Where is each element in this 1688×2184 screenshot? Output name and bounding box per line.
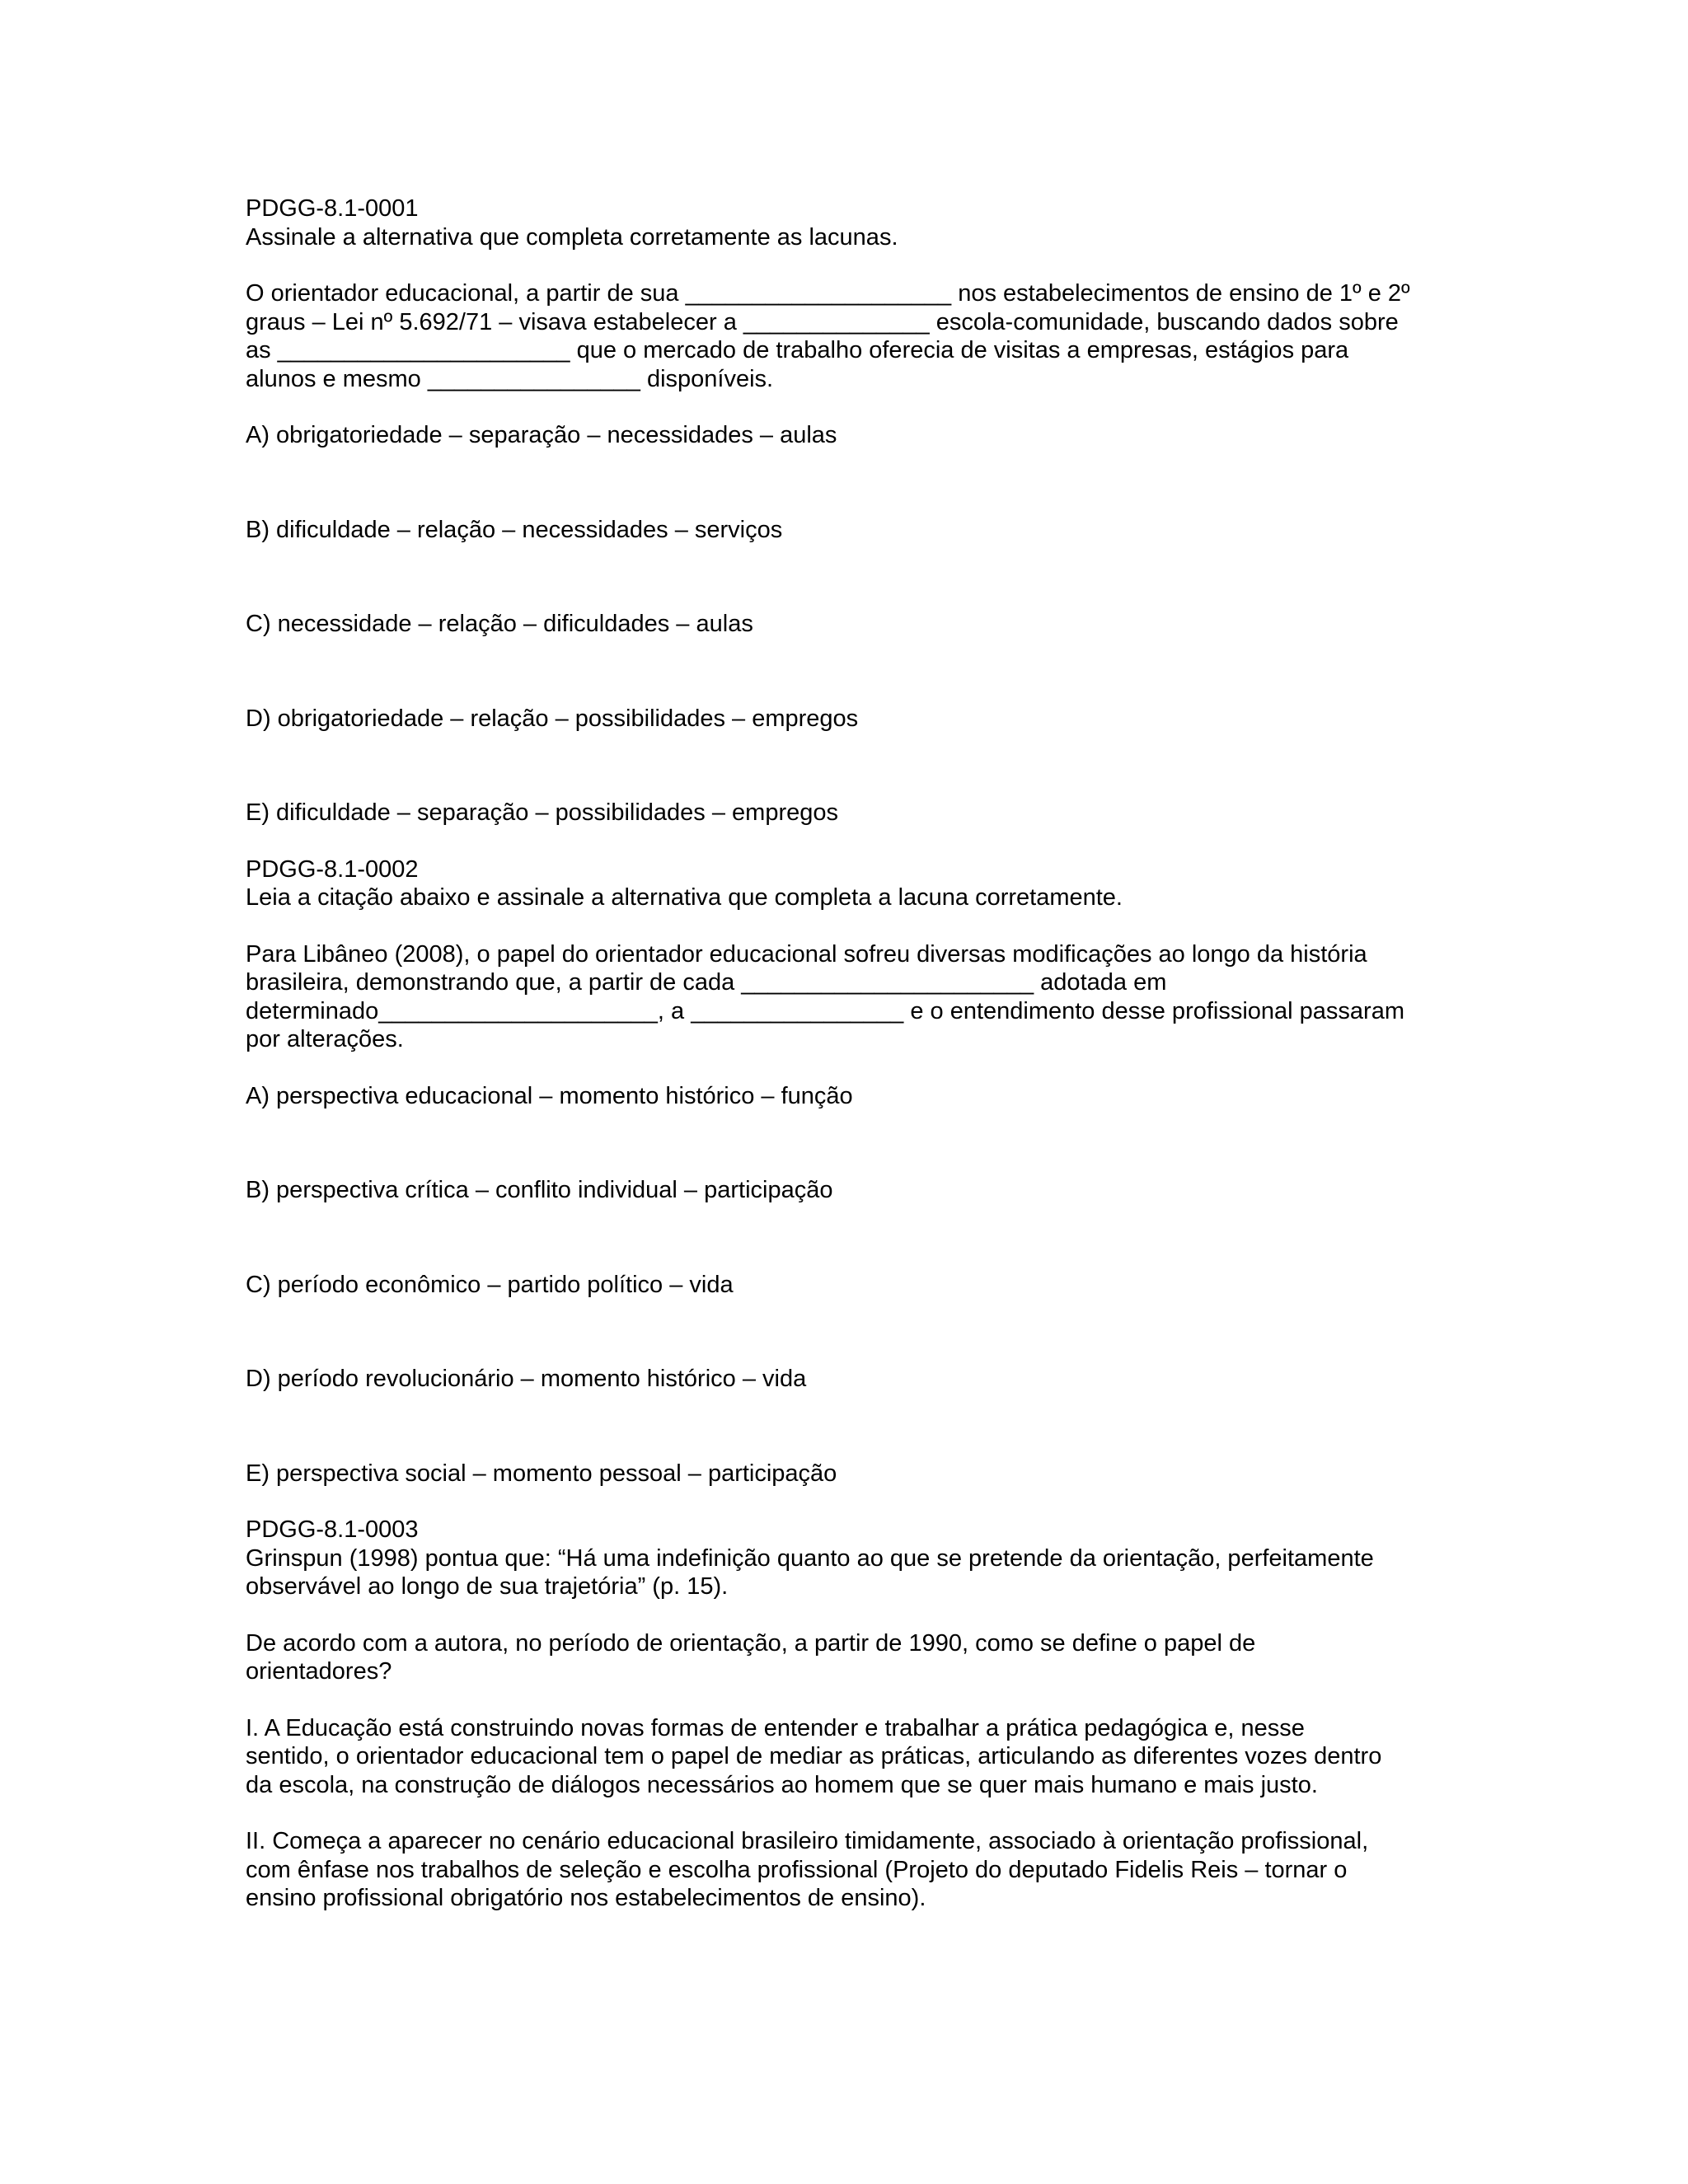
statement-line: Para Libâneo (2008), o papel do orientador educacional sofreu diversas modificações ao longo da história — [246, 940, 1367, 968]
statement-line: por alterações. — [246, 1026, 404, 1052]
option-c: C) necessidade – relação – dificuldades – aulas — [246, 611, 753, 637]
option-a: A) obrigatoriedade – separação – necessidades – aulas — [246, 422, 837, 448]
prompt-line: De acordo com a autora, no período de orientação, a partir de 1990, como se define o papel de — [246, 1629, 1256, 1657]
quote-line: observável ao longo de sua trajetória” (p. 15). — [246, 1573, 729, 1600]
statement-line: O orientador educacional, a partir de sua ____________________ nos estabelecimentos de ensino de 1º e 2º — [246, 280, 1410, 307]
statement-line: determinado_____________________, a ________________ e o entendimento desse profissional passaram — [246, 997, 1405, 1024]
statement-line: brasileira, demonstrando que, a partir de cada ______________________ adotada em — [246, 969, 1167, 996]
option-b: B) perspectiva crítica – conflito individual – participação — [246, 1177, 833, 1203]
option-b: B) dificuldade – relação – necessidades – serviços — [246, 516, 783, 543]
option-e: E) perspectiva social – momento pessoal – participação — [246, 1460, 837, 1487]
question-code: PDGG-8.1-0002 — [246, 855, 419, 883]
question-2 — [246, 855, 1449, 1516]
option-e: E) dificuldade – separação – possibilidades – empregos — [246, 799, 838, 826]
document-page — [246, 194, 1449, 1913]
option-c: C) período econômico – partido político – vida — [246, 1271, 734, 1298]
question-code: PDGG-8.1-0003 — [246, 1516, 419, 1543]
item-i-line: sentido, o orientador educacional tem o papel de mediar as práticas, articulando as diferentes vozes dentro — [246, 1743, 1382, 1769]
quote-line: Grinspun (1998) pontua que: “Há uma indefinição quanto ao que se pretende da orientação, perfeitamente — [246, 1544, 1374, 1572]
question-1 — [246, 194, 1449, 855]
prompt-line: orientadores? — [246, 1658, 392, 1685]
option-d: D) obrigatoriedade – relação – possibilidades – empregos — [246, 705, 859, 732]
item-ii-line: ensino profissional obrigatório nos estabelecimentos de ensino). — [246, 1885, 926, 1911]
item-ii-line: com ênfase nos trabalhos de seleção e escolha profissional (Projeto do deputado Fidelis Reis – tornar o — [246, 1856, 1348, 1883]
question-instruction: Assinale a alternativa que completa corretamente as lacunas. — [246, 223, 898, 251]
question-3 — [246, 1516, 1449, 1913]
statement-line: as ______________________ que o mercado de trabalho oferecia de visitas a empresas, estágios para — [246, 337, 1349, 363]
item-i-line: I. A Educação está construindo novas formas de entender e trabalhar a prática pedagógica e, nesse — [246, 1714, 1305, 1741]
question-instruction: Leia a citação abaixo e assinale a alternativa que completa a lacuna corretamente. — [246, 884, 1123, 911]
statement-line: alunos e mesmo ________________ disponíveis. — [246, 365, 774, 392]
statement-line: graus – Lei nº 5.692/71 – visava estabelecer a ______________ escola-comunidade, buscando dados sobre — [246, 308, 1399, 335]
item-ii-line: II. Começa a aparecer no cenário educacional brasileiro timidamente, associado à orientação profissional, — [246, 1828, 1369, 1854]
item-i-line: da escola, na construção de diálogos necessários ao homem que se quer mais humano e mais justo. — [246, 1771, 1318, 1798]
option-d: D) período revolucionário – momento histórico – vida — [246, 1366, 807, 1392]
option-a: A) perspectiva educacional – momento histórico – função — [246, 1082, 853, 1109]
question-code: PDGG-8.1-0001 — [246, 195, 419, 222]
